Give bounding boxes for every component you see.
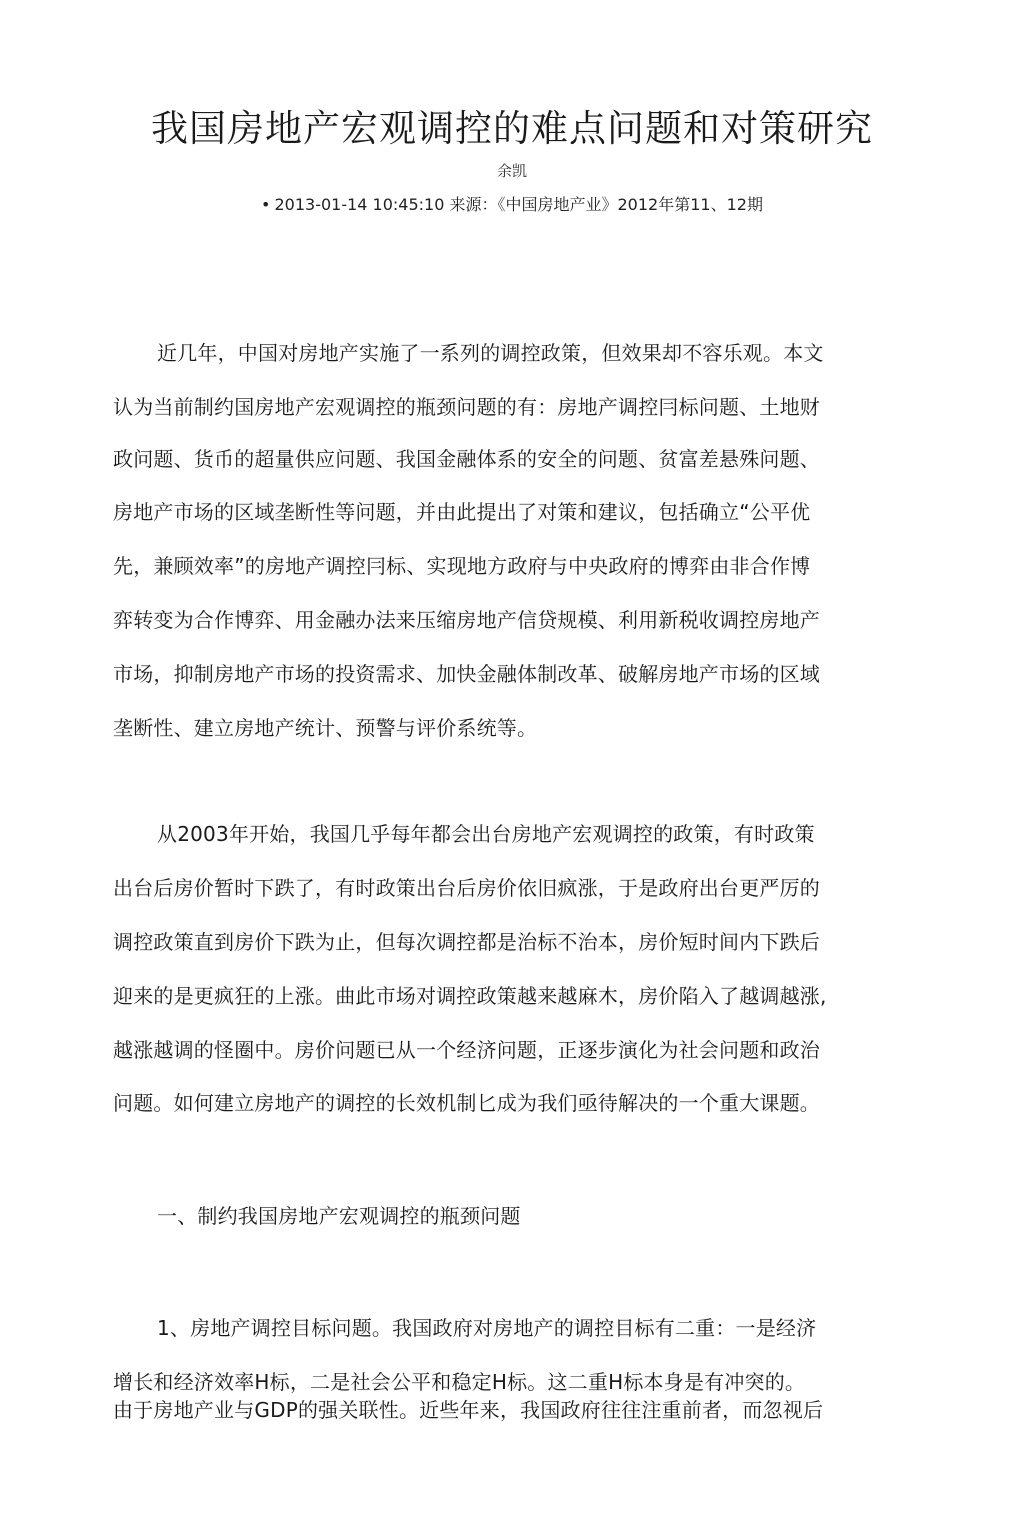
text-line: 增长和经济效率H标，二是社会公平和稳定H标。这二重H标本身是有冲突的。 (113, 1370, 806, 1394)
article-title: 我国房地产宏观调控的难点问题和对策研究 (151, 107, 873, 150)
text-line: 垄断性、建立房地产统计、预警与评价系统等。 (113, 716, 538, 740)
text-line: 调控政策直到房价下跌为止，但每次调控都是治标不治本，房价短时间内下跌后 (113, 930, 820, 954)
publish-info: 2013-01-14 10:45:10 来源：《中国房地产业》2012年第11、12期 (274, 195, 763, 214)
text-line: 弈转变为合作博弈、用金融办法来压缩房地产信贷规模、利用新税收调控房地产 (113, 608, 820, 632)
text-line: 先，兼顾效率”的房地产调控冃标、实现地方政府与中央政府的博弈由非合作博 (113, 554, 811, 578)
text-line: 由于房地产业与GDP的强关联性。近些年来，我国政府往往注重前者，而忽视后 (113, 1398, 824, 1422)
text-line: 近几年，中国对房地产实施了一系列的调控政策，但效果却不容乐观。本文 (157, 341, 824, 365)
bullet-icon: • (261, 195, 271, 214)
section-heading: 一、制约我国房地产宏观调控的瓶颈问题 (157, 1204, 521, 1228)
article-meta (0, 192, 1024, 215)
text-line: 越涨越调的怪圈中。房价问题已从一个经济问题，正逐步演化为社会问题和政治 (113, 1038, 820, 1062)
text-line: 出台后房价暂时下跌了，有时政策出台后房价依旧疯涨，于是政府出台更严厉的 (113, 876, 820, 900)
article-author: 余凯 (496, 162, 527, 180)
text-line: 认为当前制约国房地产宏观调控的瓶颈问题的有：房地产调控冃标问题、土地财 (113, 395, 820, 419)
text-line: 市场，抑制房地产市场的投资需求、加快金融体制改革、破解房地产市场的区域 (113, 662, 820, 686)
text-line: 迎来的是更疯狂的上涨。曲此市场对调控政策越来越麻木，房价陷入了越调越涨, (113, 984, 827, 1008)
text-line: 1、房地产调控目标问题。我国政府对房地产的调控目标有二重：一是经济 (157, 1316, 817, 1340)
text-line: 房地产市场的区域垄断性等问题，并由此提出了对策和建议，包括确立“公平优 (113, 500, 811, 524)
text-line: 从2003年开始，我国几乎每年都会出台房地产宏观调控的政策，有时政策 (157, 822, 815, 846)
text-line: 问题。如何建立房地产的调控的长效机制匕成为我们亟待解决的一个重大课题。 (113, 1091, 820, 1115)
text-line: 政问题、货币的超量供应问题、我国金融体系的安全的问题、贫富差悬殊问题、 (113, 447, 820, 471)
